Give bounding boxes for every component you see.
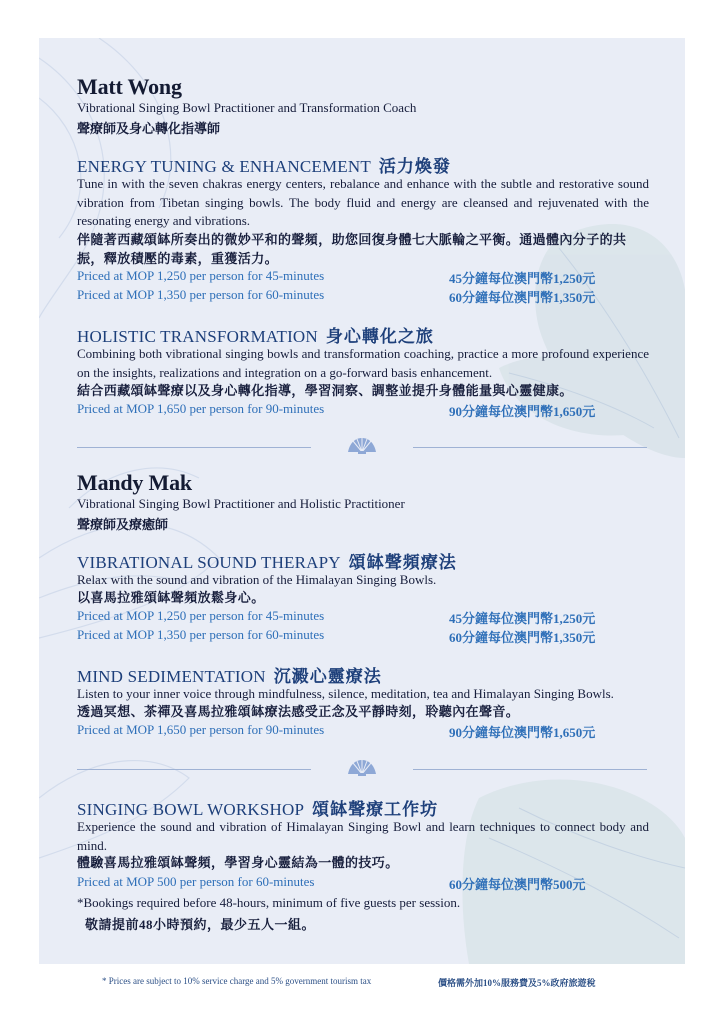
footer-disclaimer: * Prices are subject to 10% service charge and 5% government tourism tax	[102, 976, 372, 986]
price-line-zh: 90分鐘每位澳門幣1,650元	[449, 725, 596, 740]
practitioner-role-zh: 聲療師及身心轉化指導師	[77, 121, 221, 136]
service-description: Combining both vibrational singing bowls and transformation coaching, practice a more profound experience on the insights, realizations and integration on a go-forward basis enhancement.	[77, 346, 649, 380]
service-title-en: VIBRATIONAL SOUND THERAPY	[77, 553, 341, 572]
price-line-zh: 60分鐘每位澳門幣1,350元	[449, 290, 596, 305]
price-line-zh: 60分鐘每位澳門幣1,350元	[449, 630, 596, 645]
service-description: Relax with the sound and vibration of the Himalayan Singing Bowls.	[77, 572, 437, 587]
service-title-en: ENERGY TUNING & ENHANCEMENT	[77, 157, 371, 176]
service-title-zh: 身心轉化之旅	[325, 327, 434, 346]
service-title	[77, 152, 451, 177]
service-title	[77, 662, 382, 687]
practitioner-role-zh: 聲療師及療癒師	[77, 517, 169, 532]
divider-line	[413, 769, 647, 770]
service-title-en: SINGING BOWL WORKSHOP	[77, 800, 305, 819]
price-line: Priced at MOP 500 per person for 60-minutes	[77, 874, 315, 889]
service-description-zh: 體驗喜馬拉雅頌缽聲頻，學習身心靈結為一體的技巧。	[77, 855, 399, 870]
price-line: Priced at MOP 1,250 per person for 45-minutes	[77, 268, 325, 283]
booking-note: *Bookings required before 48-hours, minimum of five guests per session.	[77, 895, 461, 910]
practitioner-role: Vibrational Singing Bowl Practitioner and Transformation Coach	[77, 100, 417, 115]
service-title-zh: 頌缽聲頻療法	[348, 553, 457, 572]
footer-disclaimer-zh: 價格需外加10%服務費及5%政府旅遊稅	[438, 978, 596, 988]
price-line-zh: 45分鐘每位澳門幣1,250元	[449, 611, 596, 626]
service-title-en: HOLISTIC TRANSFORMATION	[77, 327, 318, 346]
practitioner-name: Mandy Mak	[77, 470, 192, 495]
service-description: Tune in with the seven chakras energy centers, rebalance and enhance with the subtle and restorative sound vibration from Tibetan singing bowls. The body fluid and energy are cleansed and rejuvenated with the resonating energy and vibrations.	[77, 176, 649, 228]
service-title-zh: 頌缽聲療工作坊	[312, 800, 439, 819]
service-title-zh: 沉澱心靈療法	[273, 667, 382, 686]
booking-note-zh: 敬請提前48小時預約，最少五人一組。	[85, 917, 316, 932]
price-line-zh: 60分鐘每位澳門幣500元	[449, 877, 586, 892]
menu-content	[39, 38, 685, 964]
service-description-zh: 透過冥想、茶禪及喜馬拉雅頌缽療法感受正念及平靜時刻，聆聽內在聲音。	[77, 704, 520, 719]
service-title-zh: 活力煥發	[378, 157, 451, 176]
service-description-zh: 結合西藏頌缽聲療以及身心轉化指導，學習洞察、調整並提升身體能量與心靈健康。	[77, 383, 573, 398]
service-title	[77, 548, 457, 573]
divider-line	[77, 447, 311, 448]
price-line-zh: 45分鐘每位澳門幣1,250元	[449, 271, 596, 286]
service-description-zh: 伴隨著西藏頌缽所奏出的微妙平和的聲頻，助您回復身體七大脈輪之平衡。通過體內分子的共振，釋放積壓的毒素，重獲活力。	[77, 232, 627, 266]
service-description-zh: 以喜馬拉雅頌缽聲頻放鬆身心。	[77, 590, 265, 605]
practitioner-name: Matt Wong	[77, 74, 182, 99]
service-title	[77, 795, 438, 820]
price-line: Priced at MOP 1,650 per person for 90-minutes	[77, 722, 325, 737]
menu-panel	[39, 38, 685, 964]
price-line: Priced at MOP 1,650 per person for 90-minutes	[77, 401, 325, 416]
divider-line	[413, 447, 647, 448]
service-title	[77, 322, 434, 347]
price-line-zh: 90分鐘每位澳門幣1,650元	[449, 404, 596, 419]
practitioner-role: Vibrational Singing Bowl Practitioner and Holistic Practitioner	[77, 496, 405, 511]
price-line: Priced at MOP 1,250 per person for 45-minutes	[77, 608, 325, 623]
divider-line	[77, 769, 311, 770]
service-description: Experience the sound and vibration of Himalayan Singing Bowl and learn techniques to connect body and mind.	[77, 819, 649, 853]
price-line: Priced at MOP 1,350 per person for 60-minutes	[77, 627, 325, 642]
price-line: Priced at MOP 1,350 per person for 60-minutes	[77, 287, 325, 302]
service-title-en: MIND SEDIMENTATION	[77, 667, 266, 686]
shell-icon	[344, 758, 380, 778]
service-description: Listen to your inner voice through mindfulness, silence, meditation, tea and Himalayan Singing Bowls.	[77, 686, 614, 701]
shell-icon	[344, 436, 380, 456]
